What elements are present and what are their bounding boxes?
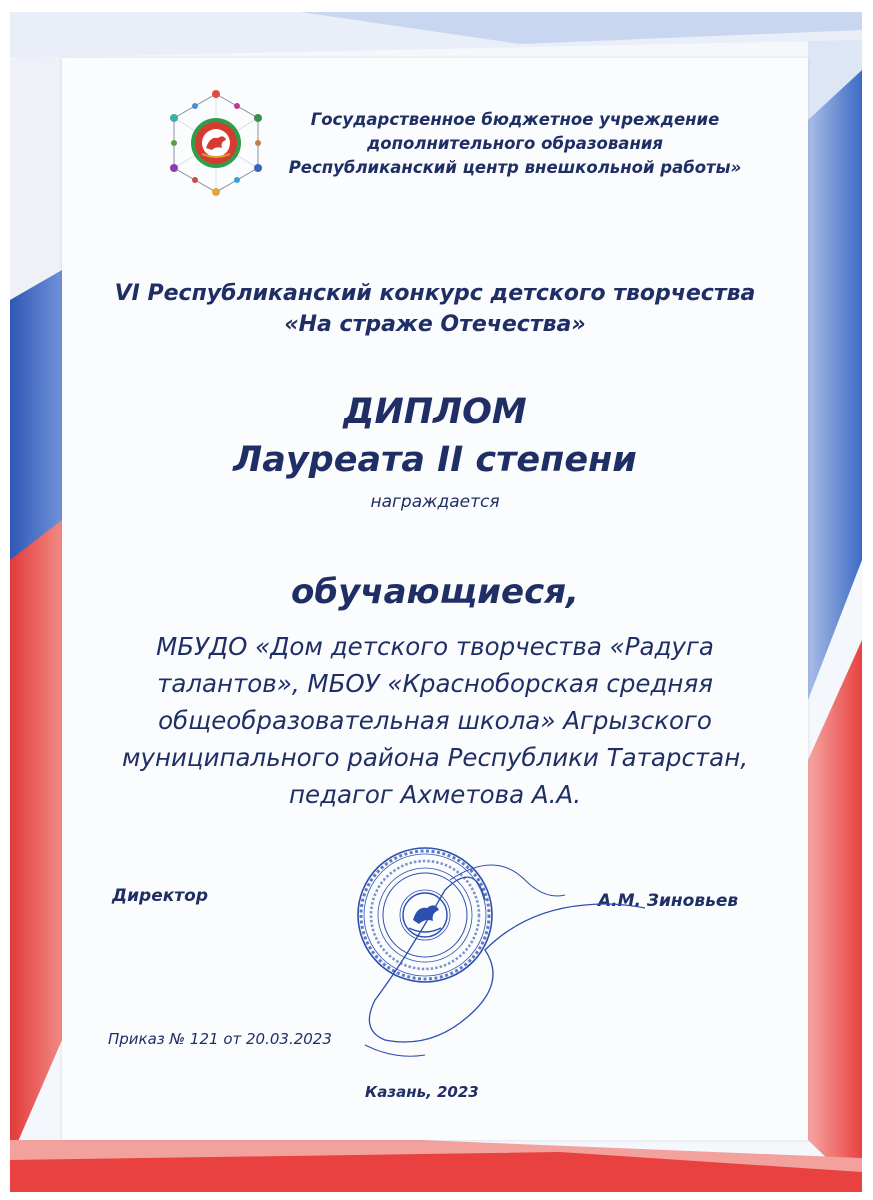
recipient-name: обучающиеся,	[291, 572, 579, 612]
order-number: Приказ № 121 от 20.03.2023	[108, 1030, 332, 1048]
recipient-detail-line: педагог Ахметова А.А.	[289, 780, 581, 809]
organization-line: Республиканский центр внешкольной работы»	[288, 158, 742, 177]
organization-line: дополнительного образования	[366, 134, 663, 153]
director-name: А.М. Зиновьев	[598, 891, 739, 911]
contest-line-2: «На страже Отечества»	[284, 312, 586, 337]
contest-title	[62, 278, 808, 340]
organization-line: Государственное бюджетное учреждение	[310, 110, 720, 129]
diploma-subtitle: Лауреата II степени	[233, 440, 637, 480]
awarded-text: награждается	[370, 492, 500, 512]
recipient-detail-line: общеобразовательная школа» Агрызского	[158, 706, 712, 735]
diploma-heading	[62, 388, 808, 484]
recipient-detail-line: МБУДО «Дом детского творчества «Радуга	[156, 632, 714, 661]
diploma-title: ДИПЛОМ	[343, 392, 527, 432]
official-round-seal	[355, 820, 655, 1080]
contest-line-1: VI Республиканский конкурс детского творчества	[114, 281, 756, 306]
recipient-detail-line: талантов», МБОУ «Красноборская средняя	[157, 669, 713, 698]
recipient-details	[62, 628, 808, 813]
city-year: Казань, 2023	[365, 1083, 479, 1101]
recipient-detail-line: муниципального района Республики Татарстан,	[121, 743, 749, 772]
organization-name	[280, 108, 750, 180]
director-title: Директор	[112, 886, 208, 906]
tatarstan-emblem-logo	[160, 88, 272, 198]
